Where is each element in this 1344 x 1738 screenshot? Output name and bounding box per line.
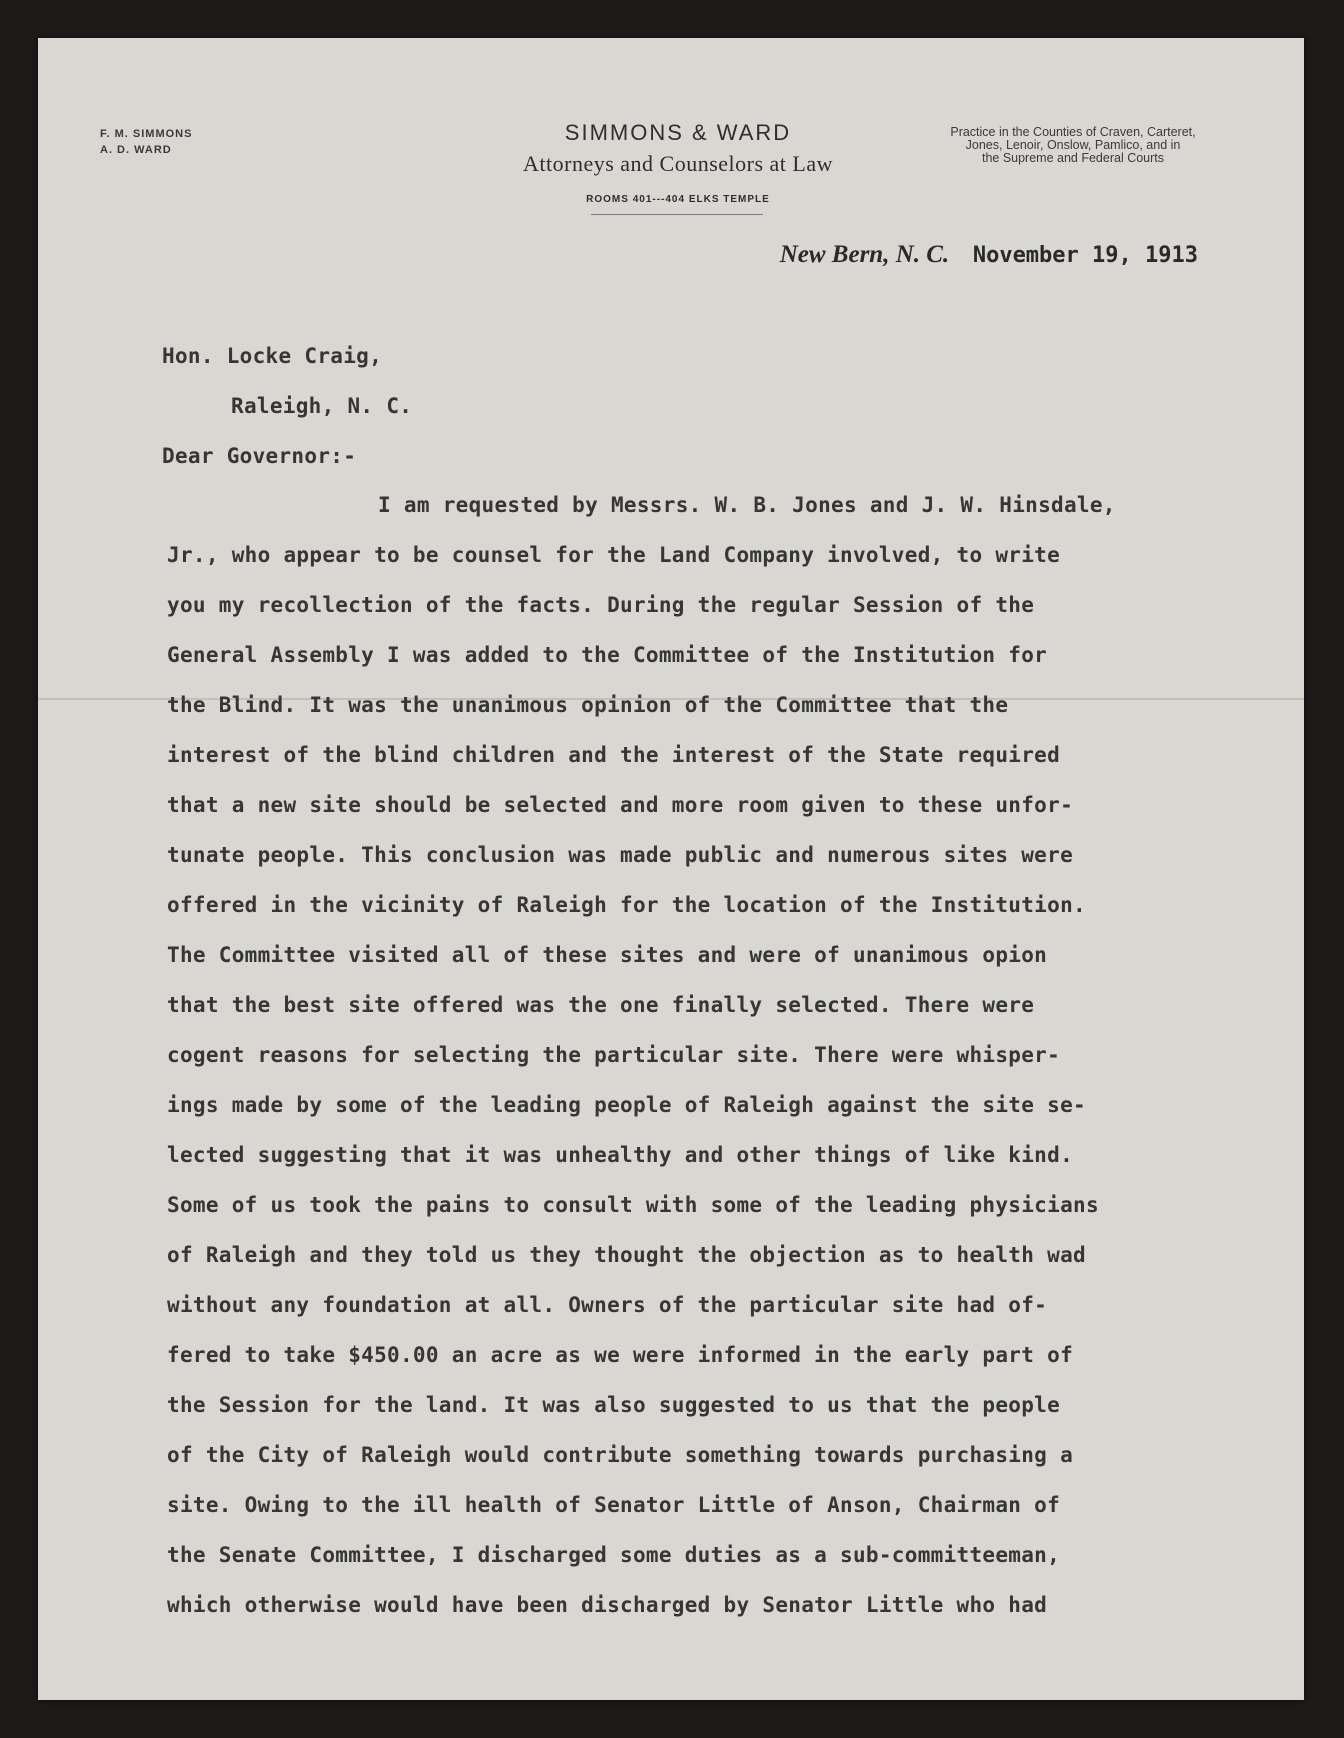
practice-areas <box>893 126 1253 165</box>
body-line: fered to take $450.00 an acre as we were informed in the early part of <box>167 1343 1074 1367</box>
dateline-date: November 19, 1913 <box>972 243 1198 268</box>
body-line: site. Owing to the ill health of Senator Little of Anson, Chairman of <box>167 1493 1061 1517</box>
letter-page <box>38 38 1304 1700</box>
partner-name: A. D. WARD <box>100 144 172 156</box>
dateline-place: New Bern, N. C. <box>779 241 950 268</box>
body-line: Some of us took the pains to consult with some of the leading physicians <box>167 1193 1099 1217</box>
body-line: cogent reasons for selecting the particular site. There were whisper- <box>167 1043 1061 1067</box>
firm-name: SIMMONS & WARD <box>564 120 792 145</box>
body-line: of Raleigh and they told us they thought the objection as to health wad <box>167 1243 1086 1267</box>
body-line: Jr., who appear to be counsel for the Land Company involved, to write <box>167 543 1061 567</box>
recipient-name: Hon. Locke Craig, <box>162 344 383 368</box>
body-line: the Blind. It was the unanimous opinion of the Committee that the <box>167 693 1009 717</box>
partner-name: F. M. SIMMONS <box>100 128 193 140</box>
body-line: I am requested by Messrs. W. B. Jones and J. W. Hinsdale, <box>378 493 1116 517</box>
body-line: without any foundation at all. Owners of the particular site had of- <box>167 1293 1048 1317</box>
practice-line: Practice in the Counties of Craven, Carteret, <box>950 125 1196 139</box>
body-line: the Session for the land. It was also suggested to us that the people <box>167 1393 1061 1417</box>
body-line: tunate people. This conclusion was made public and numerous sites were <box>167 843 1074 867</box>
body-line: that a new site should be selected and more room given to these unfor- <box>167 793 1074 817</box>
body-line: the Senate Committee, I discharged some duties as a sub-committeeman, <box>167 1543 1061 1567</box>
body-line: The Committee visited all of these sites and were of unanimous opion <box>167 943 1048 967</box>
body-line: offered in the vicinity of Raleigh for the location of the Institution. <box>167 893 1086 917</box>
body-line: that the best site offered was the one finally selected. There were <box>167 993 1035 1017</box>
body-line: General Assembly I was added to the Committee of the Institution for <box>167 643 1048 667</box>
body-line: which otherwise would have been discharged by Senator Little who had <box>167 1593 1048 1617</box>
body-line: you my recollection of the facts. During the regular Session of the <box>167 593 1035 617</box>
salutation: Dear Governor:- <box>162 444 357 468</box>
partner-names <box>100 126 192 158</box>
body-line: of the City of Raleigh would contribute something towards purchasing a <box>167 1443 1074 1467</box>
practice-line: the Supreme and Federal Courts <box>981 151 1165 165</box>
letterhead-divider <box>591 214 763 215</box>
practice-line: Jones, Lenoir, Onslow, Pamlico, and in <box>965 138 1181 152</box>
body-line: lected suggesting that it was unhealthy and other things of like kind. <box>167 1143 1074 1167</box>
body-line: interest of the blind children and the interest of the State required <box>167 743 1061 767</box>
recipient-city: Raleigh, N. C. <box>231 394 413 418</box>
body-line: ings made by some of the leading people of Raleigh against the site se- <box>167 1093 1086 1117</box>
dateline <box>780 241 1198 269</box>
firm-subtitle: Attorneys and Counselors at Law <box>523 151 833 176</box>
firm-address: ROOMS 401---404 ELKS TEMPLE <box>586 194 770 205</box>
